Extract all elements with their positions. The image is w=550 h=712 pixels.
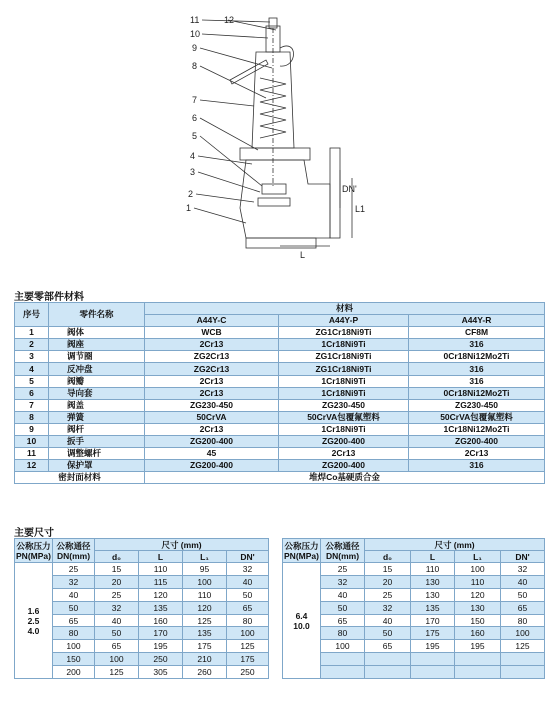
cell-material-c: 2Cr13 — [145, 387, 279, 399]
header-pn-label: 公称压力 — [16, 540, 51, 551]
table-row — [283, 563, 545, 576]
table-row — [283, 627, 545, 640]
cell-part-name: 保护罩 — [49, 460, 145, 472]
cell-l: 195 — [139, 640, 183, 653]
valve-section-drawing — [180, 8, 380, 268]
header-d0: d₀ — [95, 551, 139, 563]
cell-material-r: 0Cr18Ni12Mo2Ti — [409, 387, 545, 399]
pn-value: 4.0 — [27, 625, 40, 636]
cell-l1: 125 — [183, 614, 227, 627]
header-dn-unit: DN(mm) — [325, 550, 360, 561]
cell-dn: 100 — [53, 640, 95, 653]
table-row — [15, 339, 545, 351]
header-l1: L₁ — [455, 551, 501, 563]
cell-no: 9 — [15, 423, 49, 435]
header-dn2: DN' — [227, 551, 269, 563]
callout-8: 8 — [192, 61, 198, 71]
cell-no: 10 — [15, 436, 49, 448]
cell-d0: 40 — [95, 614, 139, 627]
cell-material-r: 1Cr18Ni12Mo2Ti — [409, 423, 545, 435]
header-size: 尺寸 (mm) — [365, 539, 545, 551]
table-row — [15, 436, 545, 448]
callout-1: 1 — [186, 203, 192, 213]
callout-7: 7 — [192, 95, 198, 105]
header-dn-unit: DN(mm) — [56, 550, 91, 561]
cell-dn: 40 — [321, 588, 365, 601]
cell-material-c: ZG2Cr13 — [145, 363, 279, 375]
cell-d0: 100 — [95, 653, 139, 666]
cell-material-p: 2Cr13 — [279, 448, 409, 460]
callout-11: 11 — [190, 15, 200, 25]
inlet-flange-shape — [246, 238, 316, 248]
header-part-name: 零件名称 — [49, 303, 145, 327]
cell-part-name: 弹簧 — [49, 411, 145, 423]
table-row — [15, 411, 545, 423]
callout-10: 10 — [190, 29, 201, 39]
cell-dn: 50 — [53, 601, 95, 614]
seal-label: 密封面材料 — [15, 472, 145, 484]
cell-no: 8 — [15, 411, 49, 423]
cell-l1: 110 — [455, 575, 501, 588]
cell-d0: 32 — [95, 601, 139, 614]
cell-dn2: 100 — [501, 627, 545, 640]
pn-value: 6.4 — [295, 610, 308, 621]
cell-l1: 120 — [183, 601, 227, 614]
cell-d0: 25 — [365, 588, 411, 601]
pn-value: 2.5 — [27, 615, 40, 626]
pn-value: 1.6 — [27, 605, 40, 616]
header-d0: d₀ — [365, 551, 411, 563]
table-row — [283, 588, 545, 601]
cell-material-p: ZG200-400 — [279, 460, 409, 472]
table-row — [15, 627, 269, 640]
table-row — [15, 351, 545, 363]
cell-l: 110 — [411, 563, 455, 576]
header-pn — [283, 539, 321, 563]
header-pn-label: 公称压力 — [284, 540, 319, 551]
cell-l1: 110 — [183, 588, 227, 601]
cell-l1: 260 — [183, 666, 227, 679]
dim-l1-label: L1 — [355, 204, 366, 214]
table-row — [283, 666, 545, 679]
cell-material-r: 0Cr18Ni12Mo2Ti — [409, 351, 545, 363]
table-row — [15, 327, 545, 339]
cell-material-p: 1Cr18Ni9Ti — [279, 423, 409, 435]
cell-dn2: 125 — [501, 640, 545, 653]
cell-l1: 100 — [455, 563, 501, 576]
cell-material-c: WCB — [145, 327, 279, 339]
cell-no: 12 — [15, 460, 49, 472]
cell-dn2 — [501, 653, 545, 666]
cell-material-c: 2Cr13 — [145, 375, 279, 387]
cell-no: 4 — [15, 363, 49, 375]
cell-l: 195 — [411, 640, 455, 653]
cell-dn: 150 — [53, 653, 95, 666]
cell-material-c: 50CrVA — [145, 411, 279, 423]
dim-dn-label: DN' — [342, 184, 357, 194]
cell-d0: 20 — [95, 575, 139, 588]
cell-dn2: 40 — [227, 575, 269, 588]
cap-arc-shape — [280, 46, 294, 66]
cell-part-name: 阀瓣 — [49, 375, 145, 387]
cell-dn2: 80 — [227, 614, 269, 627]
cell-dn2: 80 — [501, 614, 545, 627]
cell-dn: 32 — [321, 575, 365, 588]
cell-d0 — [365, 653, 411, 666]
table-row — [15, 666, 269, 679]
cell-l: 130 — [411, 575, 455, 588]
header-pn-unit: PN(MPa) — [16, 550, 51, 561]
cell-l1: 95 — [183, 563, 227, 576]
seal-row — [15, 472, 545, 484]
dim-l-label: L — [300, 250, 306, 260]
table-row — [15, 653, 269, 666]
cell-material-r: 316 — [409, 460, 545, 472]
cell-d0: 65 — [95, 640, 139, 653]
cell-no: 1 — [15, 327, 49, 339]
cell-l1 — [455, 666, 501, 679]
cell-material-p: 50CrVA包覆氟塑料 — [279, 411, 409, 423]
cell-d0: 20 — [365, 575, 411, 588]
callout-3: 3 — [190, 167, 196, 177]
size-table-right — [282, 538, 545, 679]
cell-material-r: 50CrVA包覆氟塑料 — [409, 411, 545, 423]
cell-l1: 150 — [455, 614, 501, 627]
cell-dn2: 125 — [227, 640, 269, 653]
header-pn — [15, 539, 53, 563]
cell-l1: 100 — [183, 575, 227, 588]
cell-material-p: ZG230-450 — [279, 399, 409, 411]
callout-9: 9 — [192, 43, 198, 53]
cell-l1: 195 — [455, 640, 501, 653]
cell-dn2: 32 — [227, 563, 269, 576]
cell-dn2: 65 — [227, 601, 269, 614]
cell-dn2: 175 — [227, 653, 269, 666]
cell-l: 175 — [411, 627, 455, 640]
bonnet-flange-shape — [240, 148, 310, 160]
lever-shape — [230, 60, 268, 84]
cell-material-p: 1Cr18Ni9Ti — [279, 375, 409, 387]
table-row — [15, 460, 545, 472]
cell-material-p: 1Cr18Ni9Ti — [279, 387, 409, 399]
cell-l: 170 — [139, 627, 183, 640]
header-size: 尺寸 (mm) — [95, 539, 269, 551]
header-l1: L₁ — [183, 551, 227, 563]
table-row — [15, 423, 545, 435]
cell-l — [411, 653, 455, 666]
cell-dn2 — [501, 666, 545, 679]
cell-dn: 25 — [321, 563, 365, 576]
table-row — [15, 563, 269, 576]
cell-pn — [283, 563, 321, 679]
cell-l: 115 — [139, 575, 183, 588]
cell-l: 250 — [139, 653, 183, 666]
cell-l1: 175 — [183, 640, 227, 653]
table-row — [15, 363, 545, 375]
sizes-title: 主要尺寸 — [14, 528, 54, 539]
cell-part-name: 阀体 — [49, 327, 145, 339]
table-row — [15, 387, 545, 399]
table-row — [283, 640, 545, 653]
header-l: L — [411, 551, 455, 563]
cell-part-name: 扳手 — [49, 436, 145, 448]
cell-dn — [321, 666, 365, 679]
cell-l1: 120 — [455, 588, 501, 601]
cell-d0: 15 — [95, 563, 139, 576]
table-row — [15, 640, 269, 653]
pn-value: 10.0 — [293, 620, 310, 631]
cell-material-c: 2Cr13 — [145, 423, 279, 435]
cell-material-p: ZG1Cr18Ni9Ti — [279, 351, 409, 363]
cell-part-name: 阀座 — [49, 339, 145, 351]
cell-no: 11 — [15, 448, 49, 460]
cell-l: 135 — [139, 601, 183, 614]
callout-12: 12 — [224, 15, 235, 25]
cell-part-name: 阀盖 — [49, 399, 145, 411]
cell-l: 120 — [139, 588, 183, 601]
cell-d0: 50 — [365, 627, 411, 640]
cell-material-r: ZG200-400 — [409, 436, 545, 448]
table-row — [15, 448, 545, 460]
cell-d0: 65 — [365, 640, 411, 653]
cell-part-name: 调整螺杆 — [49, 448, 145, 460]
cell-material-r: ZG230-450 — [409, 399, 545, 411]
cell-no: 5 — [15, 375, 49, 387]
header-model-r: A44Y-R — [409, 315, 545, 327]
cell-d0: 25 — [95, 588, 139, 601]
cell-pn — [15, 563, 53, 679]
cell-material-p: 1Cr18Ni9Ti — [279, 339, 409, 351]
table-row — [15, 375, 545, 387]
cell-material-p: ZG200-400 — [279, 436, 409, 448]
valve-drawing-svg — [180, 8, 380, 268]
cell-l: 170 — [411, 614, 455, 627]
callout-2: 2 — [188, 189, 194, 199]
cell-dn: 100 — [321, 640, 365, 653]
cell-material-c: ZG200-400 — [145, 460, 279, 472]
header-model-c: A44Y-C — [145, 315, 279, 327]
callout-5: 5 — [192, 131, 198, 141]
cell-dn — [321, 653, 365, 666]
cell-material-r: 2Cr13 — [409, 448, 545, 460]
cell-dn: 65 — [321, 614, 365, 627]
table-row — [15, 601, 269, 614]
cell-part-name: 阀杆 — [49, 423, 145, 435]
table-row — [15, 399, 545, 411]
cell-l: 110 — [139, 563, 183, 576]
cell-d0: 40 — [365, 614, 411, 627]
header-material: 材料 — [145, 303, 545, 315]
cell-material-r: CF8M — [409, 327, 545, 339]
cell-material-p: ZG1Cr18Ni9Ti — [279, 327, 409, 339]
cell-material-c: 45 — [145, 448, 279, 460]
cell-l: 160 — [139, 614, 183, 627]
cell-material-r: 316 — [409, 375, 545, 387]
adjusting-screw-shape — [269, 18, 277, 28]
cell-no: 2 — [15, 339, 49, 351]
seat-shape — [258, 198, 290, 206]
callout-4: 4 — [190, 151, 196, 161]
cell-dn: 25 — [53, 563, 95, 576]
cell-dn: 200 — [53, 666, 95, 679]
cell-dn2: 50 — [227, 588, 269, 601]
cell-material-c: ZG200-400 — [145, 436, 279, 448]
header-model-p: A44Y-P — [279, 315, 409, 327]
cell-material-c: 2Cr13 — [145, 339, 279, 351]
cell-material-r: 316 — [409, 339, 545, 351]
cell-dn: 32 — [53, 575, 95, 588]
header-dn — [53, 539, 95, 563]
cell-dn2: 32 — [501, 563, 545, 576]
materials-table — [14, 302, 545, 484]
cell-material-c: ZG230-450 — [145, 399, 279, 411]
cell-dn2: 250 — [227, 666, 269, 679]
table-row — [283, 601, 545, 614]
cell-l1: 210 — [183, 653, 227, 666]
cell-part-name: 调节圈 — [49, 351, 145, 363]
table-row — [15, 588, 269, 601]
size-table-left — [14, 538, 269, 679]
cell-d0 — [365, 666, 411, 679]
cell-d0: 32 — [365, 601, 411, 614]
cell-l1 — [455, 653, 501, 666]
cell-l: 135 — [411, 601, 455, 614]
cell-d0: 50 — [95, 627, 139, 640]
cell-dn: 50 — [321, 601, 365, 614]
cell-dn: 65 — [53, 614, 95, 627]
header-dn-label: 公称通径 — [56, 540, 91, 551]
table-row — [283, 614, 545, 627]
callout-6: 6 — [192, 113, 198, 123]
seal-value: 堆焊Co基硬质合金 — [145, 472, 545, 484]
cell-l1: 160 — [455, 627, 501, 640]
table-row — [283, 575, 545, 588]
table-row — [15, 614, 269, 627]
cell-d0: 125 — [95, 666, 139, 679]
cell-material-p: ZG1Cr18Ni9Ti — [279, 363, 409, 375]
cell-no: 3 — [15, 351, 49, 363]
cell-no: 6 — [15, 387, 49, 399]
cell-part-name: 反冲盘 — [49, 363, 145, 375]
body-shape — [240, 160, 330, 238]
header-dn-label: 公称通径 — [325, 540, 360, 551]
cell-material-r: 316 — [409, 363, 545, 375]
cell-d0: 15 — [365, 563, 411, 576]
cell-dn: 40 — [53, 588, 95, 601]
cell-l1: 135 — [183, 627, 227, 640]
table-row — [283, 653, 545, 666]
cell-l — [411, 666, 455, 679]
table-row — [15, 575, 269, 588]
header-dn2: DN' — [501, 551, 545, 563]
cell-material-c: ZG2Cr13 — [145, 351, 279, 363]
materials-title: 主要零部件材料 — [14, 292, 84, 303]
header-pn-unit: PN(MPa) — [284, 550, 319, 561]
header-no: 序号 — [15, 303, 49, 327]
cell-dn2: 40 — [501, 575, 545, 588]
cell-l: 130 — [411, 588, 455, 601]
cell-l1: 130 — [455, 601, 501, 614]
cell-dn2: 65 — [501, 601, 545, 614]
disc-shape — [262, 184, 286, 194]
header-l: L — [139, 551, 183, 563]
cell-dn2: 100 — [227, 627, 269, 640]
cell-dn: 80 — [321, 627, 365, 640]
cell-dn2: 50 — [501, 588, 545, 601]
cell-l: 305 — [139, 666, 183, 679]
outlet-flange-shape — [330, 148, 340, 238]
header-dn — [321, 539, 365, 563]
cell-dn: 80 — [53, 627, 95, 640]
cell-no: 7 — [15, 399, 49, 411]
cell-part-name: 导向套 — [49, 387, 145, 399]
